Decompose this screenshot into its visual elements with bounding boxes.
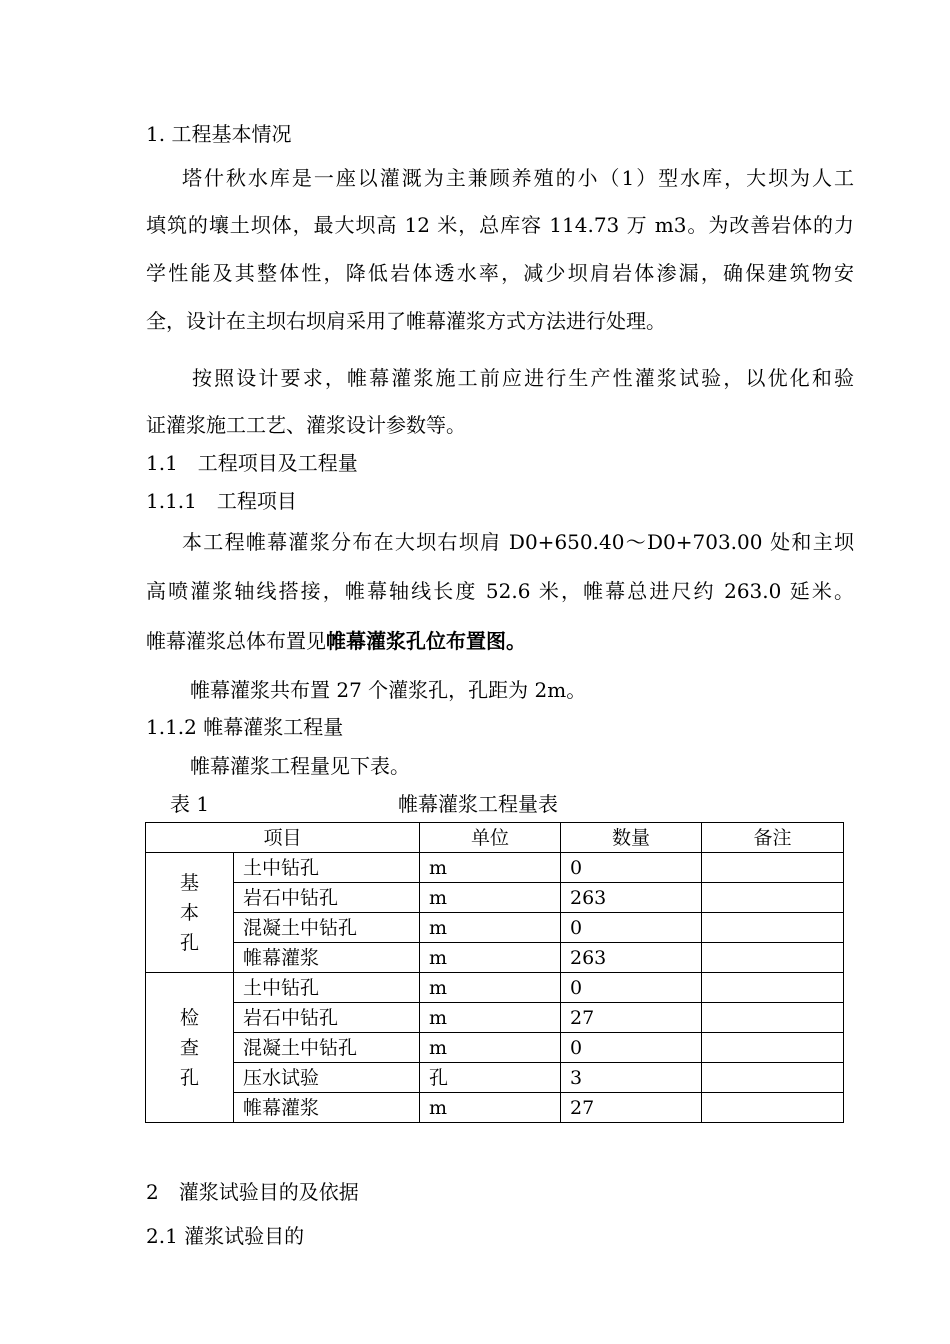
- table-row: [146, 883, 844, 913]
- section-2-1-heading: 2.1 灌浆试验目的: [146, 1224, 305, 1248]
- cell-quantity: 0: [561, 1033, 702, 1063]
- cell-unit: m: [420, 943, 561, 973]
- table-row: [146, 1003, 844, 1033]
- section-1-1-1-heading: 1.1.1 工程项目: [146, 489, 297, 513]
- group-label-cell: [146, 853, 234, 973]
- paragraph-5: 帷幕灌浆共布置 27 个灌浆孔，孔距为 2m。: [190, 678, 587, 702]
- cell-unit: m: [420, 1033, 561, 1063]
- cell-unit: m: [420, 883, 561, 913]
- table-row: [146, 1093, 844, 1123]
- group-label-char: 查: [179, 1036, 199, 1059]
- header-remarks: 备注: [702, 823, 844, 853]
- section-2-heading: 2 灌浆试验目的及依据: [146, 1180, 359, 1204]
- group-label-char: 孔: [179, 1066, 199, 1089]
- table-row: [146, 913, 844, 943]
- table-caption-title: 帷幕灌浆工程量表: [398, 792, 558, 816]
- cell-unit: m: [420, 913, 561, 943]
- paragraph-3-line-1: 本工程帷幕灌浆分布在大坝右坝肩 D0+650.40～D0+703.00 处和主坝: [182, 530, 854, 554]
- paragraph-2-line-1: 按照设计要求，帷幕灌浆施工前应进行生产性灌浆试验，以优化和验: [192, 366, 854, 390]
- header-item: 项目: [146, 823, 420, 853]
- cell-quantity: 263: [561, 883, 702, 913]
- cell-remarks: [702, 1033, 844, 1063]
- cell-quantity: 0: [561, 913, 702, 943]
- cell-quantity: 27: [561, 1003, 702, 1033]
- cell-unit: m: [420, 1003, 561, 1033]
- cell-quantity: 27: [561, 1093, 702, 1123]
- layout-drawing-reference: 帷幕灌浆孔位布置图。: [326, 629, 526, 653]
- cell-remarks: [702, 1063, 844, 1093]
- section-1-heading: 1. 工程基本情况: [146, 122, 292, 146]
- group-label-char: 检: [179, 1006, 199, 1029]
- cell-unit: m: [420, 973, 561, 1003]
- paragraph-1-line-2: 填筑的壤土坝体，最大坝高 12 米，总库容 114.73 万 m3。为改善岩体的力: [146, 213, 854, 237]
- cell-remarks: [702, 883, 844, 913]
- cell-quantity: 263: [561, 943, 702, 973]
- section-1-1-2-heading: 1.1.2 帷幕灌浆工程量: [146, 715, 344, 739]
- table-row: [146, 943, 844, 973]
- table-body: [146, 823, 844, 1123]
- cell-quantity: 0: [561, 973, 702, 1003]
- cell-remarks: [702, 943, 844, 973]
- paragraph-4: [146, 627, 526, 655]
- group-label-cell: [146, 973, 234, 1123]
- cell-item: 岩石中钻孔: [234, 883, 420, 913]
- paragraph-1-line-4: 全，设计在主坝右坝肩采用了帷幕灌浆方式方法进行处理。: [146, 309, 666, 333]
- cell-unit: 孔: [420, 1063, 561, 1093]
- group-label-char: 孔: [179, 931, 199, 954]
- cell-remarks: [702, 1093, 844, 1123]
- paragraph-4-text: 帷幕灌浆总体布置见: [146, 629, 326, 653]
- cell-item: 混凝土中钻孔: [234, 1033, 420, 1063]
- header-quantity: 数量: [561, 823, 702, 853]
- table-row: [146, 1033, 844, 1063]
- cell-item: 混凝土中钻孔: [234, 913, 420, 943]
- cell-remarks: [702, 1003, 844, 1033]
- cell-item: 岩石中钻孔: [234, 1003, 420, 1033]
- cell-remarks: [702, 853, 844, 883]
- group-label-char: 本: [179, 901, 199, 924]
- cell-quantity: 0: [561, 853, 702, 883]
- cell-remarks: [702, 913, 844, 943]
- cell-unit: m: [420, 1093, 561, 1123]
- cell-item: 帷幕灌浆: [234, 1093, 420, 1123]
- cell-item: 土中钻孔: [234, 853, 420, 883]
- table-header-row: [146, 823, 844, 853]
- paragraph-1-line-1: 塔什秋水库是一座以灌溉为主兼顾养殖的小（1）型水库，大坝为人工: [182, 166, 854, 190]
- cell-remarks: [702, 973, 844, 1003]
- cell-quantity: 3: [561, 1063, 702, 1093]
- group-label-char: 基: [179, 871, 199, 894]
- cell-item: 压水试验: [234, 1063, 420, 1093]
- paragraph-2-line-2: 证灌浆施工工艺、灌浆设计参数等。: [146, 413, 466, 437]
- paragraph-6: 帷幕灌浆工程量见下表。: [190, 754, 410, 778]
- paragraph-3-line-2: 高喷灌浆轴线搭接，帷幕轴线长度 52.6 米，帷幕总进尺约 263.0 延米。: [146, 579, 854, 603]
- cell-unit: m: [420, 853, 561, 883]
- table-row: [146, 973, 844, 1003]
- cell-item: 帷幕灌浆: [234, 943, 420, 973]
- paragraph-1-line-3: 学性能及其整体性，降低岩体透水率，减少坝肩岩体渗漏，确保建筑物安: [146, 261, 854, 285]
- table-row: [146, 1063, 844, 1093]
- cell-item: 土中钻孔: [234, 973, 420, 1003]
- table-caption-label: 表 1: [170, 792, 210, 816]
- section-1-1-heading: 1.1 工程项目及工程量: [146, 451, 358, 475]
- header-unit: 单位: [420, 823, 561, 853]
- grouting-quantity-table: [145, 822, 844, 1123]
- table-row: [146, 853, 844, 883]
